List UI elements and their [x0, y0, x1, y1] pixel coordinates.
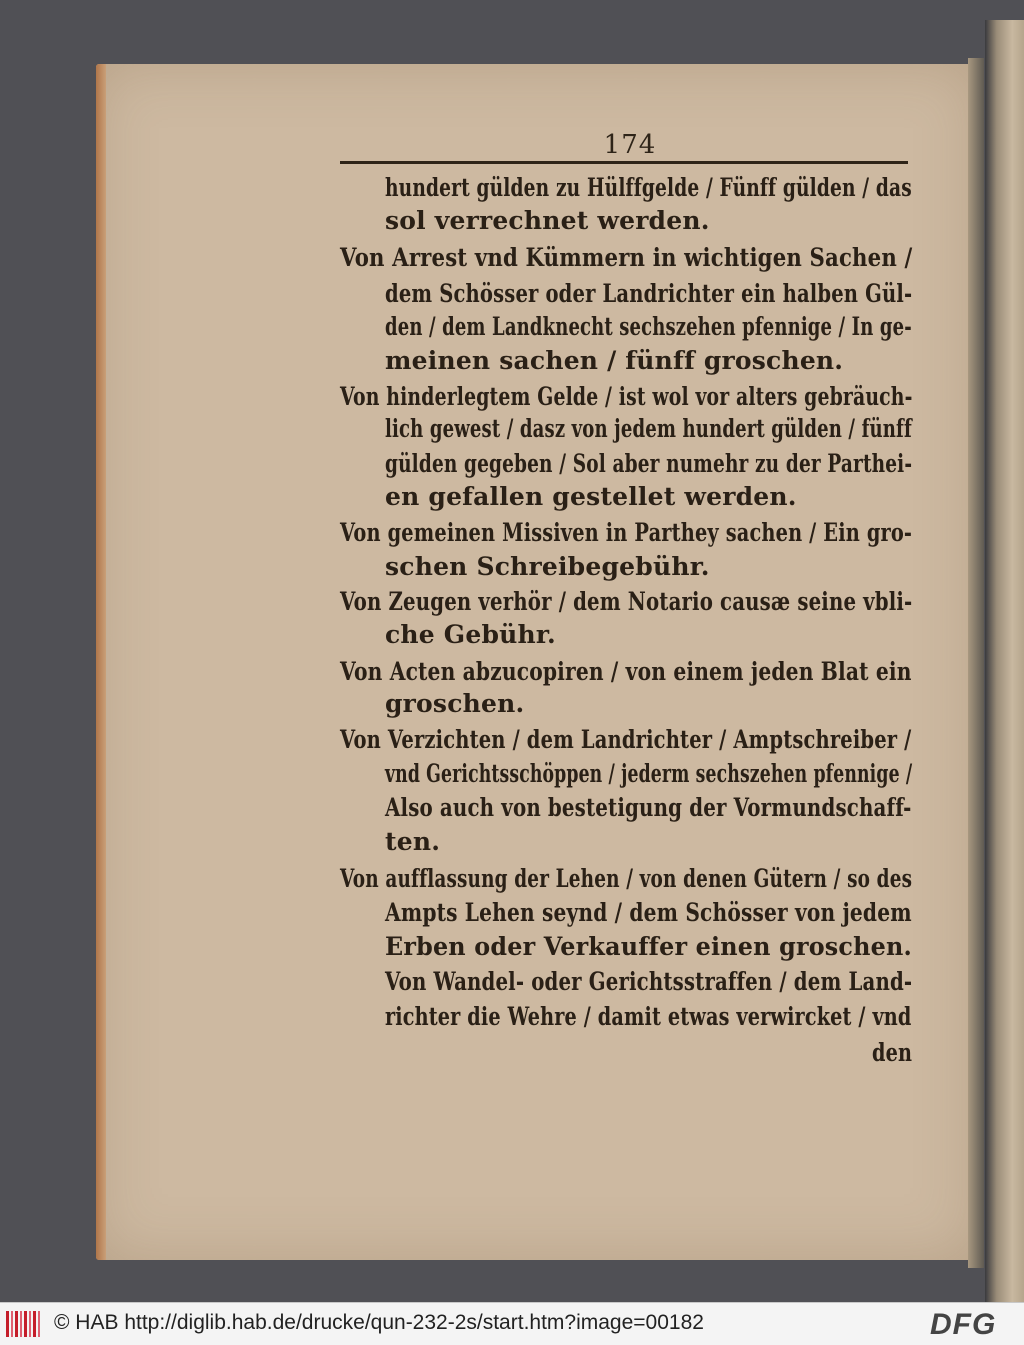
text-line: den — [872, 1038, 913, 1067]
text-line: dem Schösser oder Landrichter ein halben Gül- — [385, 279, 913, 308]
text-line: schen Schreibegebühr. — [385, 552, 710, 581]
text-line: den / dem Landknecht sechszehen pfennige / In ge- — [385, 312, 912, 341]
text-line: ten. — [385, 827, 441, 856]
text-line: Von Arrest vnd Kümmern in wichtigen Sachen / — [340, 243, 913, 272]
footer-bar — [0, 1302, 1024, 1345]
text-line: Also auch von bestetigung der Vormundschaff- — [385, 793, 912, 822]
copyright-link[interactable]: © HAB http://diglib.hab.de/drucke/qun-232-2s/start.htm?image=00182 — [54, 1311, 704, 1334]
text-line: meinen sachen / fünff groschen. — [385, 346, 844, 375]
text-line: groschen. — [385, 689, 525, 718]
text-line: Von Wandel- oder Gerichtsstraffen / dem Land- — [385, 967, 913, 996]
text-line: che Gebühr. — [385, 620, 556, 649]
text-line: Erben oder Verkauffer einen groschen. — [385, 932, 912, 961]
adjacent-page-strip — [985, 20, 1024, 1302]
text-line: gülden gegeben / Sol aber numehr zu der Parthei- — [385, 449, 913, 478]
text-line: Von aufflassung der Lehen / von denen Gütern / so des — [340, 864, 913, 893]
hab-logo-icon — [6, 1311, 40, 1337]
text-line: sol verrechnet werden. — [385, 206, 710, 235]
page-number: 174 — [603, 130, 657, 160]
dfg-logo: DFG — [930, 1308, 997, 1341]
text-line: hundert gülden zu Hülffgelde / Fünff gülden / das — [385, 173, 912, 202]
text-line: en gefallen gestellet werden. — [385, 482, 797, 511]
header-rule — [340, 161, 908, 164]
text-line: Von gemeinen Missiven in Parthey sachen / Ein gro- — [340, 518, 913, 547]
text-line: vnd Gerichtsschöppen / jederm sechszehen pfennige / — [385, 759, 913, 788]
text-line: richter die Wehre / damit etwas verwircket / vnd — [385, 1002, 912, 1031]
text-line: Von Acten abzucopiren / von einem jeden Blat ein — [340, 657, 912, 686]
text-line: Ampts Lehen seynd / dem Schösser von jedem — [385, 898, 912, 927]
page-edge — [96, 64, 106, 1260]
text-line: Von hinderlegtem Gelde / ist wol vor alters gebräuch- — [340, 382, 913, 411]
page-gutter — [968, 58, 984, 1268]
text-line: Von Zeugen verhör / dem Notario causæ seine vbli- — [340, 587, 913, 616]
text-line: Von Verzichten / dem Landrichter / Amptschreiber / — [340, 725, 912, 754]
text-line: lich gewest / dasz von jedem hundert gülden / fünff — [385, 414, 912, 443]
